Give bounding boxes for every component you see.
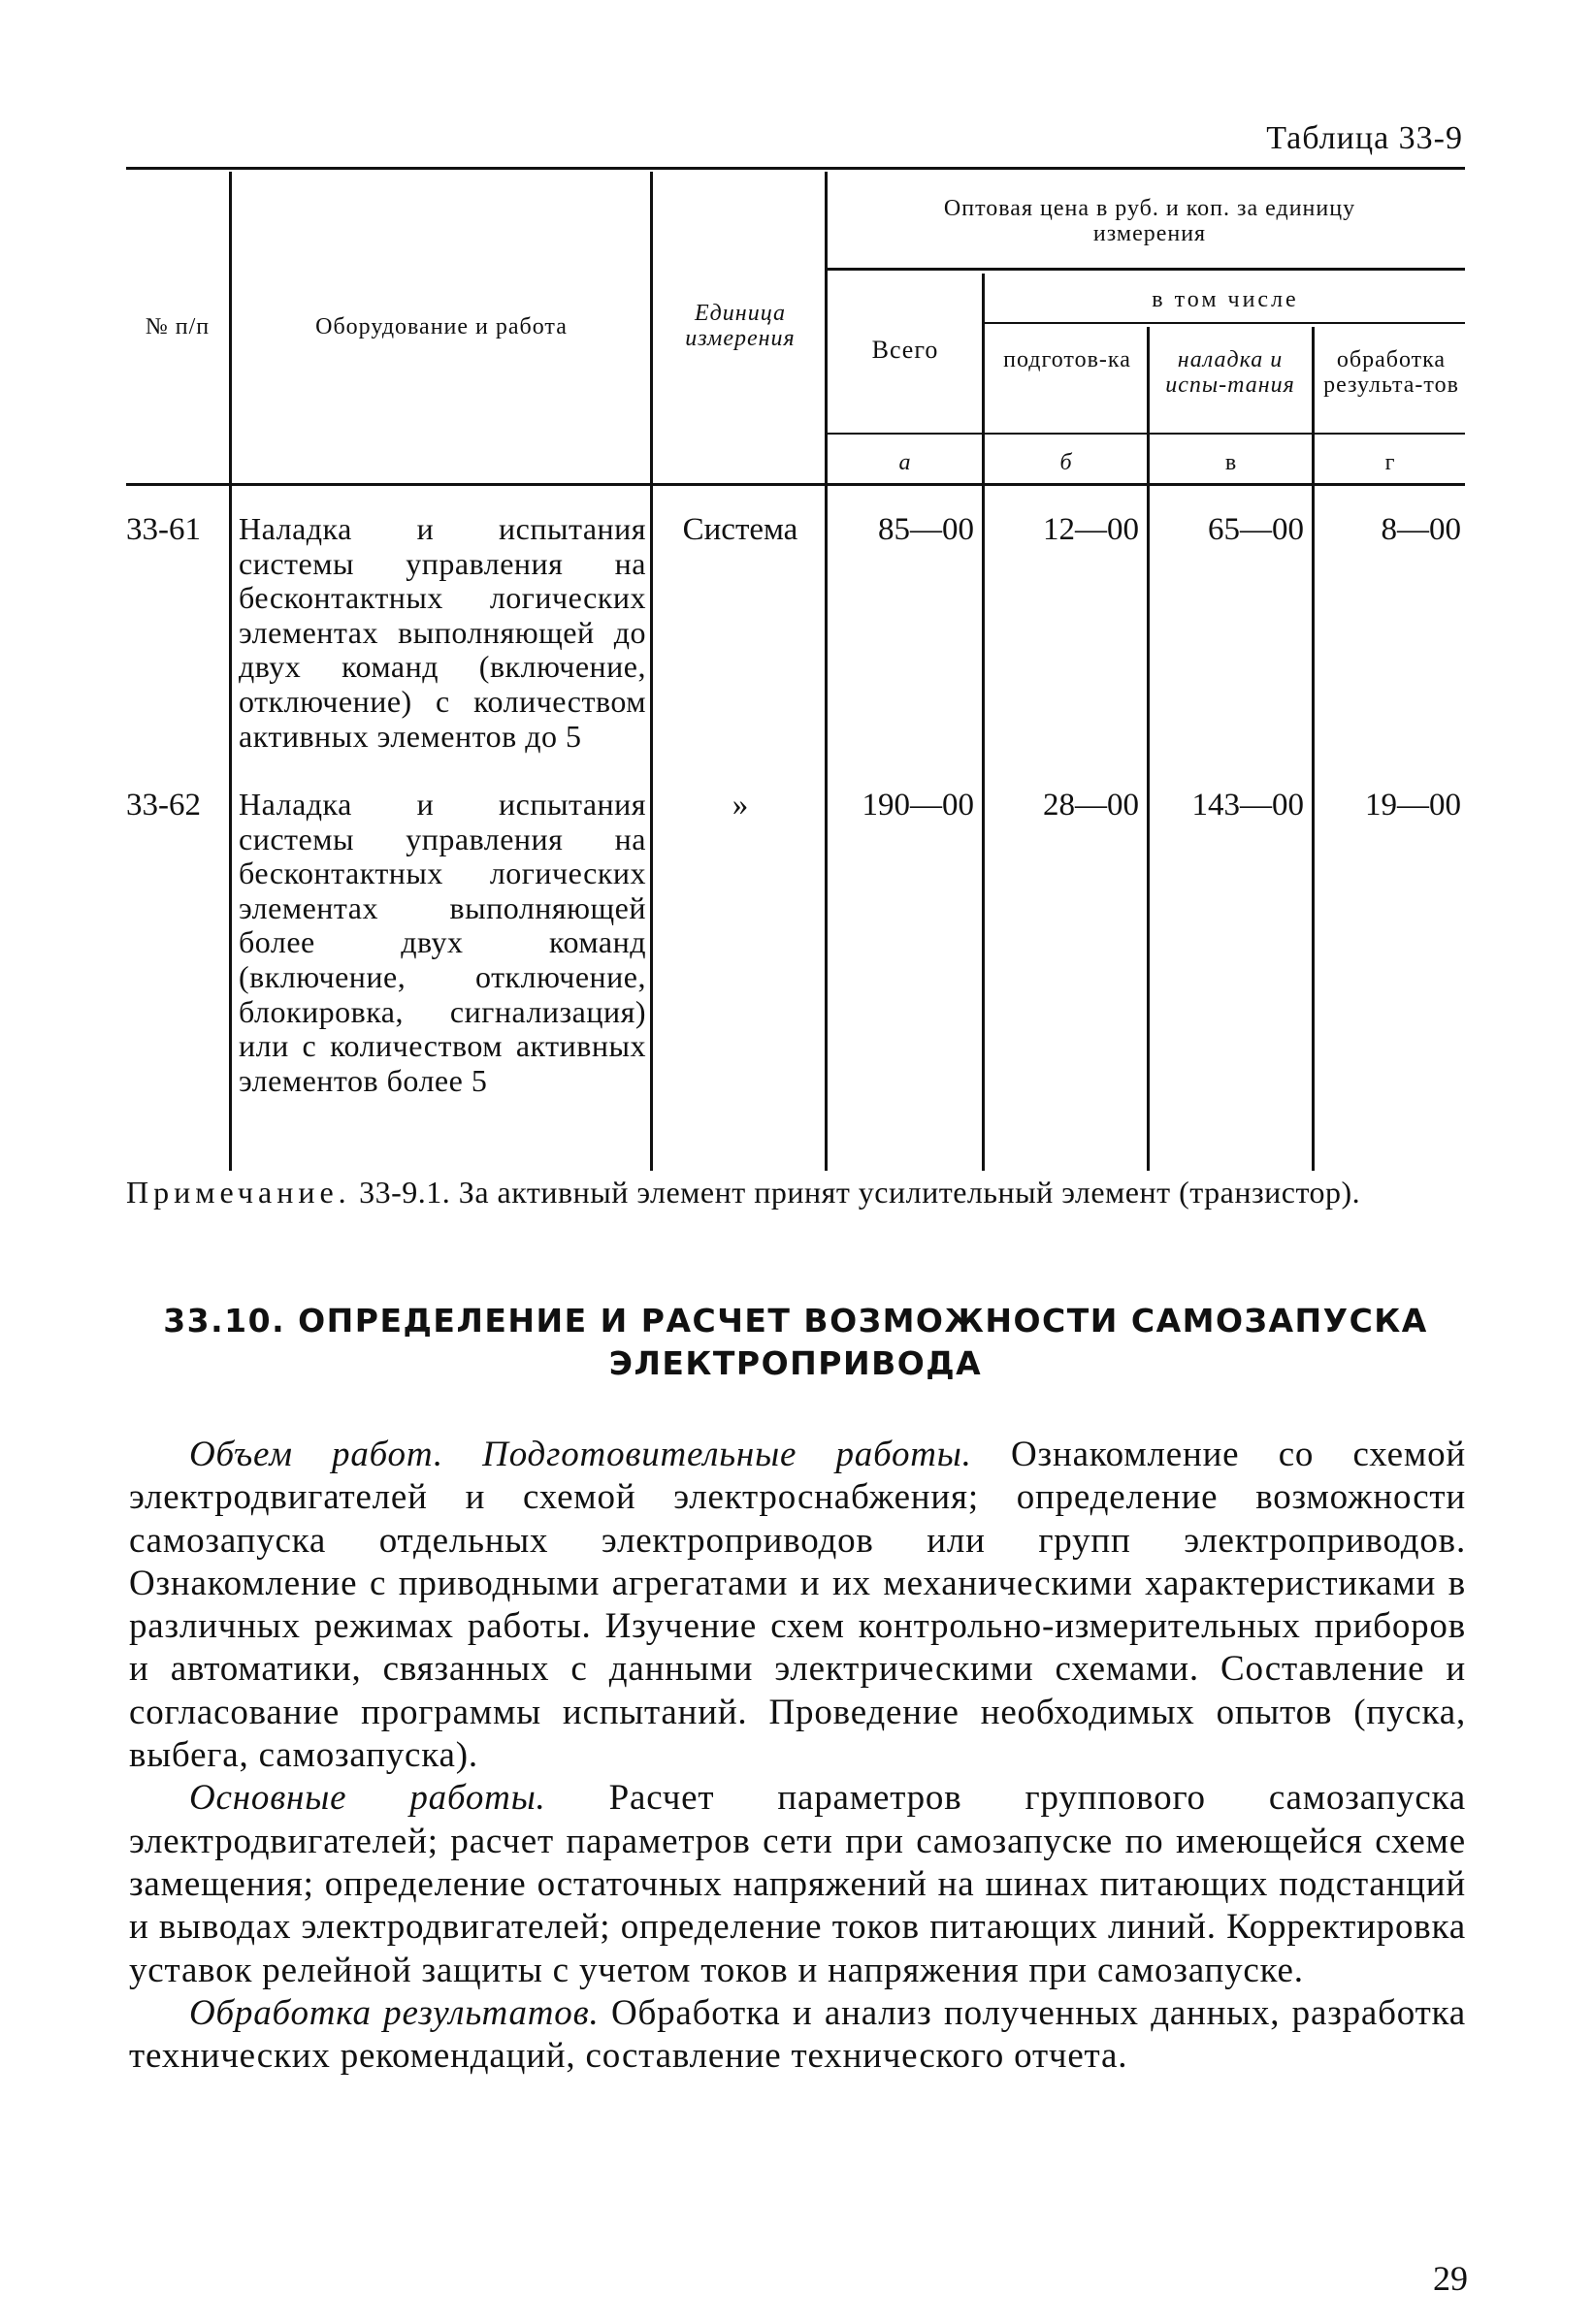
row-2-processing: 19—00 bbox=[1365, 788, 1461, 823]
header-bottom-rule bbox=[126, 483, 1465, 486]
header-processing: обработка результа-тов bbox=[1323, 347, 1459, 398]
col-divider-5 bbox=[1147, 327, 1150, 1171]
header-prep: подготов-ка bbox=[1003, 347, 1131, 372]
row-2-unit: » bbox=[732, 788, 749, 823]
table-note bbox=[126, 1174, 1465, 1210]
price-table bbox=[126, 167, 1465, 1171]
header-letter-v: в bbox=[1224, 450, 1238, 475]
header-equipment: Оборудование и работа bbox=[315, 314, 568, 339]
header-letter-a: а bbox=[898, 450, 912, 475]
col-divider-4 bbox=[982, 274, 985, 1171]
col-divider-1 bbox=[229, 172, 232, 1171]
header-including: в том числе bbox=[1152, 287, 1299, 312]
price-group-rule bbox=[825, 268, 1465, 271]
row-1-processing: 8—00 bbox=[1381, 512, 1461, 547]
paragraph-main-works-text: Расчет параметров группового самозапуска электродвигателей; расчет параметров сети при самозапуске по имеющейся схеме замещения; определение остаточных напряжений на шинах питающих подстанций и выводах электродвигателей; определение токов питающих линий. Корректировка уставок релейной защиты с учетом токов и напряжения при самозапуске. bbox=[129, 1778, 1466, 1990]
row-1-prep: 12—00 bbox=[1043, 512, 1139, 547]
row-2-num: 33-62 bbox=[126, 788, 201, 823]
table-caption: Таблица 33-9 bbox=[1266, 120, 1463, 156]
section-body bbox=[129, 1434, 1466, 2078]
row-1-unit: Система bbox=[682, 512, 798, 547]
col-divider-3 bbox=[825, 172, 828, 1171]
header-unit: Единица измерения bbox=[685, 301, 796, 351]
row-1-adjust: 65—00 bbox=[1208, 512, 1304, 547]
row-2-total: 190—00 bbox=[862, 788, 974, 823]
row-1-num: 33-61 bbox=[126, 512, 201, 547]
paragraph-main-works bbox=[129, 1777, 1466, 1991]
paragraph-processing-lead: Обработка результатов. bbox=[189, 1992, 600, 2033]
header-adjust: наладка и испы-тания bbox=[1165, 347, 1295, 398]
row-2-description: Наладка и испытания системы управления на бесконтактных логических элементах выполняющей более двух команд (включение, отключение, блокировка, сигнализация) или с количеством активных элементов более 5 bbox=[239, 787, 646, 1098]
paragraph-scope-text: Ознакомление со схемой электродвигателей и схемой электроснабжения; определение возможности самозапуска отдельных электроприводов или групп электроприводов. Ознакомление с приводными агрегатами и их механическими характеристиками в различных режимах работы. Изучение схем контрольно-измерительных приборов и автоматики, связанных с данными электрическими схемами. Составление и согласование программы испытаний. Проведение необходимых опытов (пуска, выбега, самозапуска). bbox=[129, 1435, 1466, 1776]
header-price: Оптовая цена в руб. и коп. за единицу измерения bbox=[943, 196, 1356, 246]
paragraph-scope-lead: Объем работ. Подготовительные работы. bbox=[189, 1435, 972, 1474]
including-group-rule bbox=[984, 322, 1465, 324]
header-letter-g: г bbox=[1384, 450, 1396, 475]
note-text: 33-9.1. За активный элемент принят усилительный элемент (транзистор). bbox=[359, 1175, 1361, 1210]
row-1-total: 85—00 bbox=[878, 512, 974, 547]
row-2-adjust: 143—00 bbox=[1191, 788, 1304, 823]
paragraph-processing bbox=[129, 1992, 1466, 2079]
paragraph-processing-text: Обработка и анализ полученных данных, разработка технических рекомендаций, составление технического отчета. bbox=[129, 1992, 1466, 2077]
page-number: 29 bbox=[1433, 2259, 1468, 2298]
header-letter-b: б bbox=[1059, 450, 1073, 475]
row-2-prep: 28—00 bbox=[1043, 788, 1139, 823]
header-total: Всего bbox=[871, 336, 939, 364]
table-top-rule bbox=[126, 167, 1465, 170]
paragraph-main-works-lead: Основные работы. bbox=[189, 1778, 546, 1819]
subheader-rule bbox=[825, 433, 1465, 435]
col-divider-6 bbox=[1312, 327, 1315, 1171]
col-divider-2 bbox=[650, 172, 653, 1171]
header-num: № п/п bbox=[145, 314, 211, 339]
note-label: Примечание. bbox=[126, 1175, 351, 1210]
section-heading: 33.10. ОПРЕДЕЛЕНИЕ И РАСЧЕТ ВОЗМОЖНОСТИ САМОЗАПУСКА ЭЛЕКТРОПРИВОДА bbox=[163, 1302, 1428, 1382]
paragraph-scope bbox=[129, 1434, 1466, 1777]
row-1-description: Наладка и испытания системы управления на бесконтактных логических элементах выполняющей до двух команд (включение, отключение) с количеством активных элементов до 5 bbox=[239, 511, 646, 754]
